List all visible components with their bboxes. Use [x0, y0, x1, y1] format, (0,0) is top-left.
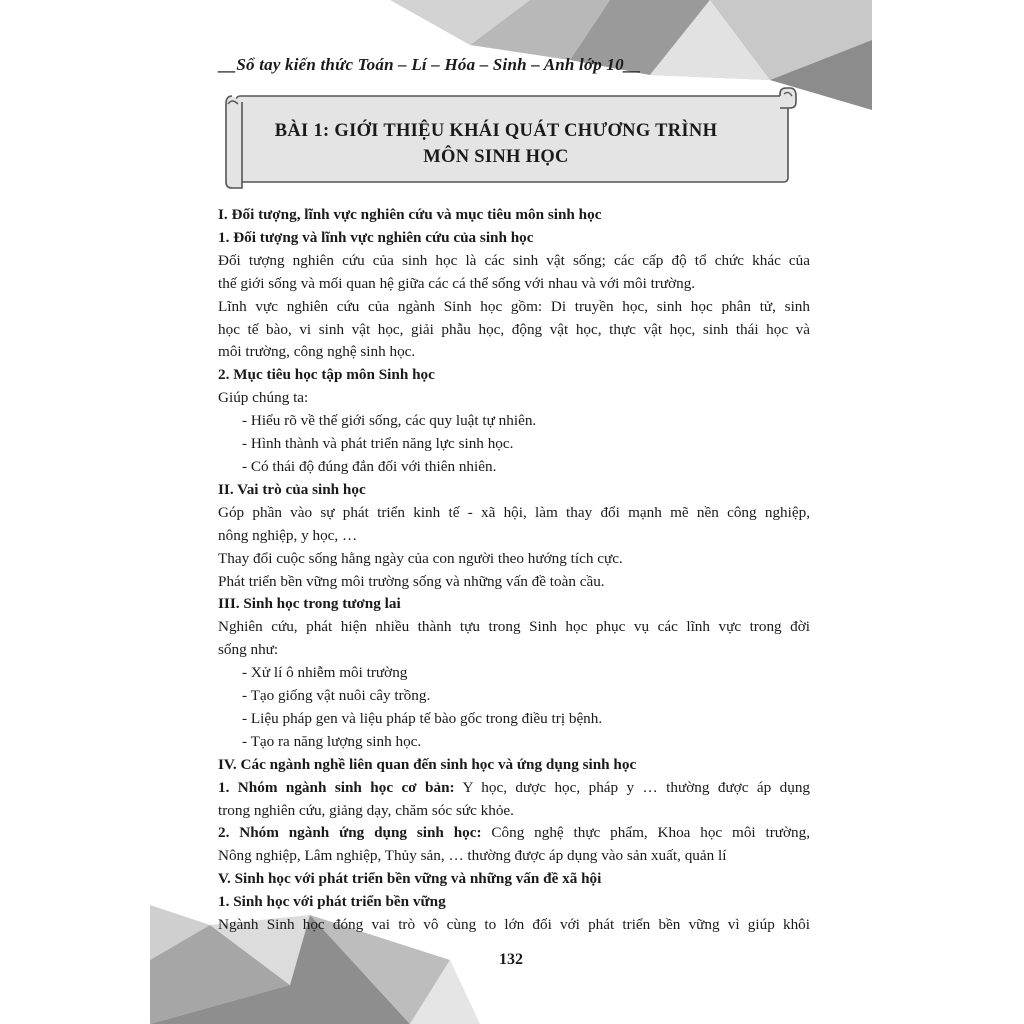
- book-header: __Sổ tay kiến thức Toán – Lí – Hóa – Sinh – Anh lớp 10__: [219, 55, 642, 74]
- text-line: học tế bào, vi sinh vật học, giải phẫu học, động vật học, thực vật học, sinh thái học và: [218, 320, 810, 338]
- lesson-title: [250, 118, 742, 170]
- text-line: Phát triển bền vững môi trường sống và những vấn đề toàn cầu.: [218, 572, 605, 590]
- text-line: Nghiên cứu, phát hiện nhiều thành tựu trong Sinh học phục vụ các lĩnh vực trong đời: [218, 618, 810, 636]
- lesson-content: [218, 204, 810, 937]
- text-line: Ngành Sinh học đóng vai trò vô cùng to lớn đối với phát triển bền vững vì giúp khôi: [218, 916, 810, 934]
- group-label: 1. Nhóm ngành sinh học cơ bản:: [218, 778, 455, 796]
- bullet-item: - Tạo giống vật nuôi cây trồng.: [242, 687, 431, 705]
- section-heading-5: V. Sinh học với phát triển bền vững và những vấn đề xã hội: [218, 870, 602, 888]
- text-line: nông nghiệp, y học, …: [218, 526, 358, 544]
- bullet-item: - Có thái độ đúng đắn đối với thiên nhiên.: [242, 457, 497, 475]
- bullet-item: - Xử lí ô nhiễm môi trường: [242, 664, 408, 682]
- text-line: [218, 777, 810, 800]
- section-heading-1: I. Đối tượng, lĩnh vực nghiên cứu và mục tiêu môn sinh học: [218, 206, 602, 223]
- text-line: Góp phần vào sự phát triển kinh tế - xã hội, làm thay đổi mạnh mẽ nền công nghiệp,: [218, 503, 810, 521]
- section-heading-4: IV. Các ngành nghề liên quan đến sinh học và ứng dụng sinh học: [218, 755, 637, 773]
- bullet-item: - Hình thành và phát triển năng lực sinh học.: [242, 435, 514, 453]
- page-number: 132: [499, 951, 523, 968]
- text-line: Giúp chúng ta:: [218, 389, 309, 407]
- bullet-item: - Hiểu rõ về thế giới sống, các quy luật tự nhiên.: [242, 412, 537, 430]
- group-text: Y học, dược học, pháp y … thường được áp dụng: [454, 778, 811, 796]
- text-line: Lĩnh vực nghiên cứu của ngành Sinh học gồm: Di truyền học, sinh học phân tử, sinh: [218, 297, 810, 315]
- lesson-title-line-1: BÀI 1: GIỚI THIỆU KHÁI QUÁT CHƯƠNG TRÌNH: [274, 121, 718, 141]
- subsection-heading: 1. Đối tượng và lĩnh vực nghiên cứu của sinh học: [218, 228, 534, 246]
- text-line: sống như:: [218, 641, 279, 659]
- subsection-heading: 1. Sinh học với phát triển bền vững: [218, 893, 446, 911]
- book-page: [150, 0, 872, 1024]
- text-line: môi trường, công nghệ sinh học.: [218, 343, 416, 361]
- text-line: trong nghiên cứu, giảng dạy, chăm sóc sức khỏe.: [218, 801, 514, 819]
- group-text: Công nghệ thực phẩm, Khoa học môi trường,: [481, 824, 811, 842]
- group-label: 2. Nhóm ngành ứng dụng sinh học:: [218, 824, 482, 842]
- text-line: Thay đổi cuộc sống hằng ngày của con người theo hướng tích cực.: [218, 549, 623, 567]
- bullet-item: - Liệu pháp gen và liệu pháp tế bào gốc trong điều trị bệnh.: [242, 709, 603, 727]
- section-heading-3: III. Sinh học trong tương lai: [218, 595, 401, 613]
- subsection-heading: 2. Mục tiêu học tập môn Sinh học: [218, 366, 435, 384]
- text-line: Nông nghiệp, Lâm nghiệp, Thủy sản, … thường được áp dụng vào sản xuất, quản lí: [218, 847, 727, 865]
- text-line: [218, 822, 810, 845]
- bullet-item: - Tạo ra năng lượng sinh học.: [242, 732, 422, 750]
- text-line: Đối tượng nghiên cứu của sinh học là các sinh vật sống; các cấp độ tổ chức khác của: [218, 251, 810, 269]
- section-heading-2: II. Vai trò của sinh học: [218, 480, 366, 498]
- text-line: thế giới sống và mối quan hệ giữa các cá thể sống với nhau và với môi trường.: [218, 274, 696, 292]
- lesson-title-line-2: MÔN SINH HỌC: [423, 147, 569, 167]
